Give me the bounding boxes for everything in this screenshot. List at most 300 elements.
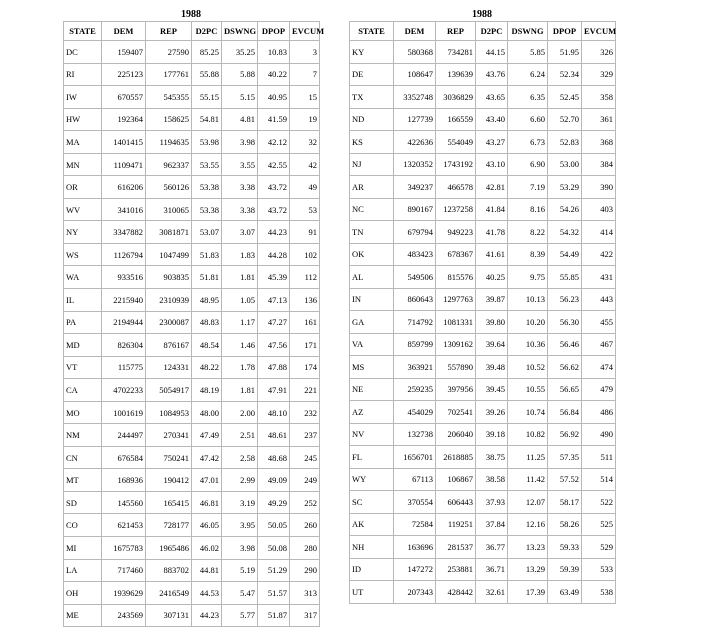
value-cell: 11.42 xyxy=(508,468,548,491)
value-cell: 124331 xyxy=(146,356,192,379)
value-cell: 139639 xyxy=(436,63,476,86)
value-cell: 670557 xyxy=(102,86,146,109)
value-cell: 1.81 xyxy=(222,266,258,289)
state-cell: LA xyxy=(64,559,102,582)
right-column-header: DPOP xyxy=(548,22,582,41)
value-cell: 422636 xyxy=(394,131,436,154)
value-cell: 6.24 xyxy=(508,63,548,86)
left-column-header: EVCUM xyxy=(290,22,320,41)
value-cell: 55.15 xyxy=(192,86,222,109)
value-cell: 2194944 xyxy=(102,311,146,334)
value-cell: 48.83 xyxy=(192,311,222,334)
value-cell: 221 xyxy=(290,379,320,402)
value-cell: 511 xyxy=(582,446,616,469)
state-cell: DC xyxy=(64,41,102,64)
value-cell: 37.84 xyxy=(476,513,508,536)
state-cell: OK xyxy=(350,243,394,266)
value-cell: 56.46 xyxy=(548,333,582,356)
value-cell: 1.46 xyxy=(222,334,258,357)
value-cell: 554049 xyxy=(436,131,476,154)
left-column-header: STATE xyxy=(64,22,102,41)
value-cell: 5.77 xyxy=(222,604,258,627)
state-cell: IN xyxy=(350,288,394,311)
value-cell: 36.77 xyxy=(476,536,508,559)
value-cell: 1656701 xyxy=(394,446,436,469)
value-cell: 39.80 xyxy=(476,311,508,334)
state-cell: NV xyxy=(350,423,394,446)
value-cell: 545355 xyxy=(146,86,192,109)
value-cell: 1965486 xyxy=(146,537,192,560)
value-cell: 414 xyxy=(582,221,616,244)
value-cell: 10.52 xyxy=(508,356,548,379)
value-cell: 252 xyxy=(290,491,320,514)
state-cell: OR xyxy=(64,176,102,199)
value-cell: 52.70 xyxy=(548,108,582,131)
table-row xyxy=(350,153,616,176)
value-cell: 3.95 xyxy=(222,514,258,537)
left-table xyxy=(63,21,325,627)
value-cell: 384 xyxy=(582,153,616,176)
state-cell: IL xyxy=(64,289,102,312)
value-cell: 2618885 xyxy=(436,446,476,469)
value-cell: 56.84 xyxy=(548,401,582,424)
value-cell: 39.18 xyxy=(476,423,508,446)
value-cell: 490 xyxy=(582,423,616,446)
value-cell: 115775 xyxy=(102,356,146,379)
table-row xyxy=(64,86,320,109)
value-cell: 1237258 xyxy=(436,198,476,221)
value-cell: 163696 xyxy=(394,536,436,559)
value-cell: 10.36 xyxy=(508,333,548,356)
table-row xyxy=(350,86,616,109)
value-cell: 2.58 xyxy=(222,446,258,469)
value-cell: 53.00 xyxy=(548,153,582,176)
value-cell: 46.02 xyxy=(192,537,222,560)
value-cell: 826304 xyxy=(102,334,146,357)
value-cell: 112 xyxy=(290,266,320,289)
state-cell: UT xyxy=(350,581,394,604)
value-cell: 119251 xyxy=(436,513,476,536)
value-cell: 53.07 xyxy=(192,221,222,244)
value-cell: 67113 xyxy=(394,468,436,491)
state-cell: MI xyxy=(64,537,102,560)
value-cell: 549506 xyxy=(394,266,436,289)
value-cell: 361 xyxy=(582,108,616,131)
value-cell: 1743192 xyxy=(436,153,476,176)
value-cell: 53.38 xyxy=(192,198,222,221)
table-row xyxy=(64,41,320,64)
value-cell: 40.25 xyxy=(476,266,508,289)
value-cell: 47.01 xyxy=(192,469,222,492)
value-cell: 52.45 xyxy=(548,86,582,109)
value-cell: 159407 xyxy=(102,41,146,64)
value-cell: 13.29 xyxy=(508,558,548,581)
value-cell: 48.19 xyxy=(192,379,222,402)
table-row xyxy=(64,243,320,266)
state-cell: HW xyxy=(64,108,102,131)
table-row xyxy=(64,582,320,605)
state-cell: CN xyxy=(64,446,102,469)
value-cell: 326 xyxy=(582,41,616,64)
value-cell: 290 xyxy=(290,559,320,582)
value-cell: 48.68 xyxy=(258,446,290,469)
value-cell: 54.49 xyxy=(548,243,582,266)
table-row xyxy=(350,401,616,424)
value-cell: 161 xyxy=(290,311,320,334)
state-cell: SD xyxy=(64,491,102,514)
state-cell: NY xyxy=(64,221,102,244)
value-cell: 341016 xyxy=(102,198,146,221)
value-cell: 12.16 xyxy=(508,513,548,536)
value-cell: 358 xyxy=(582,86,616,109)
value-cell: 467 xyxy=(582,333,616,356)
value-cell: 165415 xyxy=(146,491,192,514)
value-cell: 1126794 xyxy=(102,243,146,266)
table-row xyxy=(350,513,616,536)
value-cell: 42 xyxy=(290,153,320,176)
right-column-header: REP xyxy=(436,22,476,41)
value-cell: 43.72 xyxy=(258,198,290,221)
value-cell: 466578 xyxy=(436,176,476,199)
table-row xyxy=(350,243,616,266)
value-cell: 51.95 xyxy=(548,41,582,64)
state-cell: WV xyxy=(64,198,102,221)
right-column-header: DSWNG xyxy=(508,22,548,41)
value-cell: 933516 xyxy=(102,266,146,289)
value-cell: 514 xyxy=(582,468,616,491)
value-cell: 48.54 xyxy=(192,334,222,357)
value-cell: 734281 xyxy=(436,41,476,64)
table-row xyxy=(350,288,616,311)
value-cell: 58.17 xyxy=(548,491,582,514)
state-cell: OH xyxy=(64,582,102,605)
value-cell: 41.84 xyxy=(476,198,508,221)
value-cell: 3.38 xyxy=(222,176,258,199)
value-cell: 1297763 xyxy=(436,288,476,311)
value-cell: 56.30 xyxy=(548,311,582,334)
value-cell: 3 xyxy=(290,41,320,64)
table-row xyxy=(64,401,320,424)
value-cell: 529 xyxy=(582,536,616,559)
value-cell: 48.00 xyxy=(192,401,222,424)
state-cell: AL xyxy=(350,266,394,289)
table-row xyxy=(350,63,616,86)
value-cell: 43.40 xyxy=(476,108,508,131)
value-cell: 49.29 xyxy=(258,491,290,514)
value-cell: 136 xyxy=(290,289,320,312)
value-cell: 397956 xyxy=(436,378,476,401)
value-cell: 53.98 xyxy=(192,131,222,154)
state-cell: PA xyxy=(64,311,102,334)
right-column-header: EVCUM xyxy=(582,22,616,41)
value-cell: 313 xyxy=(290,582,320,605)
value-cell: 51.87 xyxy=(258,604,290,627)
state-cell: MS xyxy=(350,356,394,379)
value-cell: 5.85 xyxy=(508,41,548,64)
value-cell: 876167 xyxy=(146,334,192,357)
value-cell: 39.87 xyxy=(476,288,508,311)
table-row xyxy=(350,108,616,131)
value-cell: 44.81 xyxy=(192,559,222,582)
value-cell: 48.10 xyxy=(258,401,290,424)
state-cell: KS xyxy=(350,131,394,154)
value-cell: 486 xyxy=(582,401,616,424)
value-cell: 1.17 xyxy=(222,311,258,334)
state-cell: TX xyxy=(350,86,394,109)
value-cell: 43.10 xyxy=(476,153,508,176)
state-cell: SC xyxy=(350,491,394,514)
value-cell: 58.26 xyxy=(548,513,582,536)
value-cell: 3.55 xyxy=(222,153,258,176)
value-cell: 1.05 xyxy=(222,289,258,312)
value-cell: 12.07 xyxy=(508,491,548,514)
value-cell: 63.49 xyxy=(548,581,582,604)
value-cell: 10.13 xyxy=(508,288,548,311)
value-cell: 676584 xyxy=(102,446,146,469)
value-cell: 51.57 xyxy=(258,582,290,605)
state-cell: ND xyxy=(350,108,394,131)
value-cell: 1047499 xyxy=(146,243,192,266)
right-table-panel xyxy=(349,9,615,604)
left-column-header: DEM xyxy=(102,22,146,41)
value-cell: 455 xyxy=(582,311,616,334)
value-cell: 368 xyxy=(582,131,616,154)
value-cell: 32 xyxy=(290,131,320,154)
value-cell: 42.55 xyxy=(258,153,290,176)
table-row xyxy=(64,604,320,627)
value-cell: 57.35 xyxy=(548,446,582,469)
value-cell: 174 xyxy=(290,356,320,379)
value-cell: 53.55 xyxy=(192,153,222,176)
value-cell: 1939629 xyxy=(102,582,146,605)
value-cell: 91 xyxy=(290,221,320,244)
value-cell: 2.51 xyxy=(222,424,258,447)
value-cell: 1194635 xyxy=(146,131,192,154)
table-row xyxy=(64,356,320,379)
table-row xyxy=(350,356,616,379)
value-cell: 890167 xyxy=(394,198,436,221)
value-cell: 280 xyxy=(290,537,320,560)
value-cell: 132738 xyxy=(394,423,436,446)
table-row xyxy=(64,176,320,199)
value-cell: 53.38 xyxy=(192,176,222,199)
value-cell: 8.39 xyxy=(508,243,548,266)
value-cell: 47.88 xyxy=(258,356,290,379)
value-cell: 243569 xyxy=(102,604,146,627)
value-cell: 56.23 xyxy=(548,288,582,311)
state-cell: KY xyxy=(350,41,394,64)
value-cell: 108647 xyxy=(394,63,436,86)
value-cell: 52.34 xyxy=(548,63,582,86)
value-cell: 859799 xyxy=(394,333,436,356)
value-cell: 54.26 xyxy=(548,198,582,221)
right-table xyxy=(349,21,616,604)
table-row xyxy=(64,266,320,289)
value-cell: 40.95 xyxy=(258,86,290,109)
value-cell: 7.19 xyxy=(508,176,548,199)
value-cell: 883702 xyxy=(146,559,192,582)
value-cell: 192364 xyxy=(102,108,146,131)
value-cell: 2.00 xyxy=(222,401,258,424)
value-cell: 49 xyxy=(290,176,320,199)
state-cell: IW xyxy=(64,86,102,109)
value-cell: 422 xyxy=(582,243,616,266)
value-cell: 5054917 xyxy=(146,379,192,402)
value-cell: 329 xyxy=(582,63,616,86)
value-cell: 10.20 xyxy=(508,311,548,334)
value-cell: 1.83 xyxy=(222,243,258,266)
value-cell: 190412 xyxy=(146,469,192,492)
value-cell: 307131 xyxy=(146,604,192,627)
table-row xyxy=(64,559,320,582)
value-cell: 606443 xyxy=(436,491,476,514)
value-cell: 145560 xyxy=(102,491,146,514)
state-cell: TN xyxy=(350,221,394,244)
table-row xyxy=(350,468,616,491)
value-cell: 47.27 xyxy=(258,311,290,334)
state-cell: NJ xyxy=(350,153,394,176)
state-cell: AZ xyxy=(350,401,394,424)
state-cell: AR xyxy=(350,176,394,199)
value-cell: 19 xyxy=(290,108,320,131)
value-cell: 750241 xyxy=(146,446,192,469)
table-row xyxy=(64,311,320,334)
value-cell: 5.19 xyxy=(222,559,258,582)
value-cell: 39.26 xyxy=(476,401,508,424)
value-cell: 50.05 xyxy=(258,514,290,537)
value-cell: 51.29 xyxy=(258,559,290,582)
value-cell: 11.25 xyxy=(508,446,548,469)
value-cell: 206040 xyxy=(436,423,476,446)
state-cell: MT xyxy=(64,469,102,492)
value-cell: 46.81 xyxy=(192,491,222,514)
table-row xyxy=(64,469,320,492)
value-cell: 2300087 xyxy=(146,311,192,334)
value-cell: 260 xyxy=(290,514,320,537)
table-row xyxy=(350,221,616,244)
value-cell: 5.47 xyxy=(222,582,258,605)
value-cell: 3036829 xyxy=(436,86,476,109)
state-cell: NC xyxy=(350,198,394,221)
table-row xyxy=(350,176,616,199)
value-cell: 47.56 xyxy=(258,334,290,357)
value-cell: 249 xyxy=(290,469,320,492)
value-cell: 51.81 xyxy=(192,266,222,289)
table-row xyxy=(350,491,616,514)
value-cell: 538 xyxy=(582,581,616,604)
value-cell: 2.99 xyxy=(222,469,258,492)
value-cell: 3.07 xyxy=(222,221,258,244)
value-cell: 166559 xyxy=(436,108,476,131)
right-column-header: STATE xyxy=(350,22,394,41)
value-cell: 6.35 xyxy=(508,86,548,109)
value-cell: 728177 xyxy=(146,514,192,537)
value-cell: 1320352 xyxy=(394,153,436,176)
table-row xyxy=(64,334,320,357)
value-cell: 177761 xyxy=(146,63,192,86)
left-table-panel xyxy=(63,9,325,627)
value-cell: 47.49 xyxy=(192,424,222,447)
value-cell: 6.90 xyxy=(508,153,548,176)
value-cell: 51.83 xyxy=(192,243,222,266)
value-cell: 815576 xyxy=(436,266,476,289)
table-row xyxy=(64,198,320,221)
value-cell: 41.59 xyxy=(258,108,290,131)
value-cell: 1.78 xyxy=(222,356,258,379)
value-cell: 317 xyxy=(290,604,320,627)
value-cell: 37.93 xyxy=(476,491,508,514)
value-cell: 7 xyxy=(290,63,320,86)
value-cell: 962337 xyxy=(146,153,192,176)
table-row xyxy=(350,581,616,604)
value-cell: 431 xyxy=(582,266,616,289)
value-cell: 1401415 xyxy=(102,131,146,154)
value-cell: 45.39 xyxy=(258,266,290,289)
value-cell: 270341 xyxy=(146,424,192,447)
value-cell: 557890 xyxy=(436,356,476,379)
state-cell: AK xyxy=(350,513,394,536)
value-cell: 36.71 xyxy=(476,558,508,581)
value-cell: 349237 xyxy=(394,176,436,199)
value-cell: 44.53 xyxy=(192,582,222,605)
right-column-header: DEM xyxy=(394,22,436,41)
value-cell: 949223 xyxy=(436,221,476,244)
state-cell: CA xyxy=(64,379,102,402)
value-cell: 6.73 xyxy=(508,131,548,154)
state-cell: NM xyxy=(64,424,102,447)
state-cell: CO xyxy=(64,514,102,537)
value-cell: 2215940 xyxy=(102,289,146,312)
value-cell: 1001619 xyxy=(102,401,146,424)
value-cell: 56.92 xyxy=(548,423,582,446)
value-cell: 43.65 xyxy=(476,86,508,109)
value-cell: 38.75 xyxy=(476,446,508,469)
value-cell: 370554 xyxy=(394,491,436,514)
value-cell: 168936 xyxy=(102,469,146,492)
value-cell: 106867 xyxy=(436,468,476,491)
state-cell: MA xyxy=(64,131,102,154)
value-cell: 48.22 xyxy=(192,356,222,379)
value-cell: 44.23 xyxy=(192,604,222,627)
value-cell: 8.16 xyxy=(508,198,548,221)
state-cell: WS xyxy=(64,243,102,266)
value-cell: 3347882 xyxy=(102,221,146,244)
state-cell: WY xyxy=(350,468,394,491)
table-row xyxy=(64,446,320,469)
value-cell: 44.23 xyxy=(258,221,290,244)
value-cell: 43.72 xyxy=(258,176,290,199)
value-cell: 48.61 xyxy=(258,424,290,447)
value-cell: 3.19 xyxy=(222,491,258,514)
table-row xyxy=(64,63,320,86)
right-column-header: D2PC xyxy=(476,22,508,41)
value-cell: 3.98 xyxy=(222,131,258,154)
value-cell: 85.25 xyxy=(192,41,222,64)
value-cell: 474 xyxy=(582,356,616,379)
value-cell: 1309162 xyxy=(436,333,476,356)
table-row xyxy=(350,558,616,581)
value-cell: 127739 xyxy=(394,108,436,131)
state-cell: VT xyxy=(64,356,102,379)
value-cell: 10.74 xyxy=(508,401,548,424)
value-cell: 56.65 xyxy=(548,378,582,401)
value-cell: 621453 xyxy=(102,514,146,537)
value-cell: 56.62 xyxy=(548,356,582,379)
value-cell: 207343 xyxy=(394,581,436,604)
state-cell: DE xyxy=(350,63,394,86)
value-cell: 47.42 xyxy=(192,446,222,469)
value-cell: 483423 xyxy=(394,243,436,266)
